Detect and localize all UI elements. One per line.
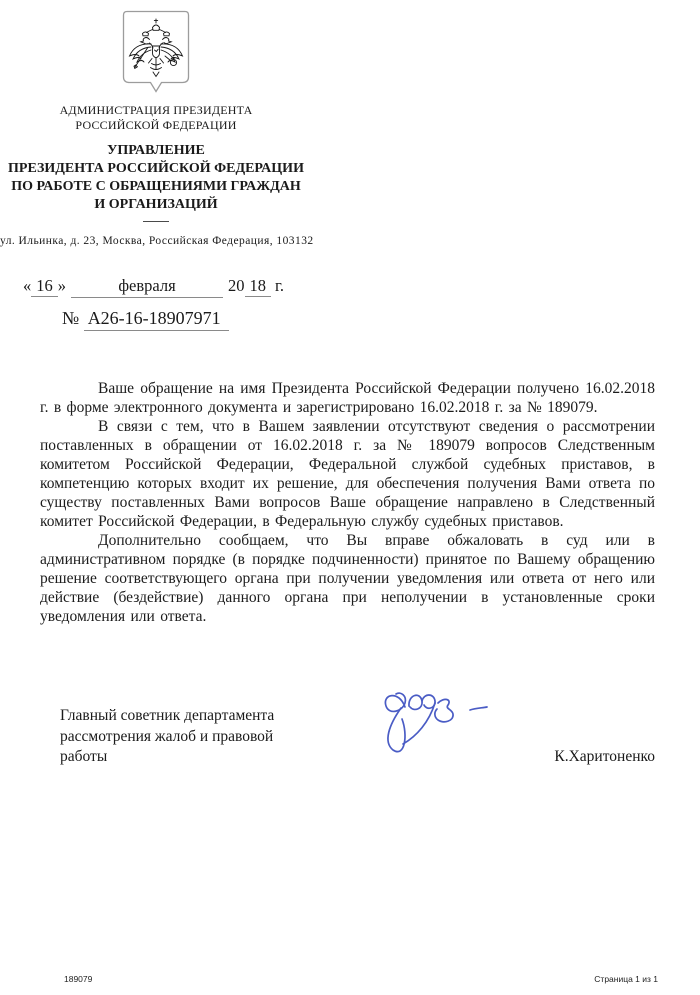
date-day-field: 16 [31,276,58,297]
date-year-field: 18 [245,276,272,297]
open-quote: « [23,276,32,295]
reference-number: А26-16-18907971 [84,308,229,331]
parent-organization-name [0,103,312,133]
date-line [23,276,284,298]
letterhead [0,10,312,247]
parent-org-line1: АДМИНИСТРАЦИЯ ПРЕЗИДЕНТА [59,103,253,117]
letterhead-divider [143,221,169,222]
org-name-line: И ОРГАНИЗАЦИЙ [94,197,218,212]
org-name-line: ПРЕЗИДЕНТА РОССИЙСКОЙ ФЕДЕРАЦИИ [8,161,304,176]
organization-address: ул. Ильинка, д. 23, Москва, Российская Федерация, 103132 [0,235,314,247]
signatory-name: К.Харитоненко [554,748,655,765]
letter-body [40,379,655,626]
body-paragraph: В связи с тем, что в Вашем заявлении отсутствуют сведения о рассмотрении поставленных в обращении от 16.02.2018 г. за № 189079 вопросов Следственным комитетом Российской Федерации, Федеральной службой судебных приставов, в компетенцию которых входит их решение, для обеспечения получения Вами ответа по существу поставленных Вами вопросов Ваше обращение направлено в Следственный комитет Российской Федерации, в Федеральную службу судебных приставов. [40,418,655,530]
reference-label: № [62,308,80,328]
position-line: Главный советник департамента [60,707,275,724]
close-quote: » [57,276,66,295]
reference-line [62,308,229,329]
parent-org-line2: РОССИЙСКОЙ ФЕДЕРАЦИИ [75,118,237,132]
position-line: работы [60,748,108,765]
footer-page-indicator: Страница 1 из 1 [594,974,658,984]
russia-coat-of-arms-icon [122,10,190,94]
signatory-position-title [60,706,274,768]
body-paragraph: Ваше обращение на имя Президента Российской Федерации получено 16.02.2018 г. в форме электронного документа и зарегистрировано 16.02.2018 г. за № 189079. [40,380,655,416]
org-name-line: УПРАВЛЕНИЕ [107,143,205,158]
year-prefix: 20 [228,276,245,295]
position-line: рассмотрения жалоб и правовой [60,727,274,745]
year-unit: г. [275,276,285,295]
org-name-line: ПО РАБОТЕ С ОБРАЩЕНИЯМИ ГРАЖДАН [11,179,301,194]
handwritten-signature [374,678,504,768]
organization-name [0,142,312,214]
date-month-field: февраля [71,276,223,298]
body-paragraph: Дополнительно сообщаем, что Вы вправе обжаловать в суд или в административном порядке (в порядке подчиненности) принятое по Вашему обращению решение соответствующего органа при получении уведомления или ответа от него или действие (бездействие) данного органа при неполучении в установленные сроки уведомления или ответа. [40,532,655,625]
footer-registration-number: 189079 [64,974,93,984]
